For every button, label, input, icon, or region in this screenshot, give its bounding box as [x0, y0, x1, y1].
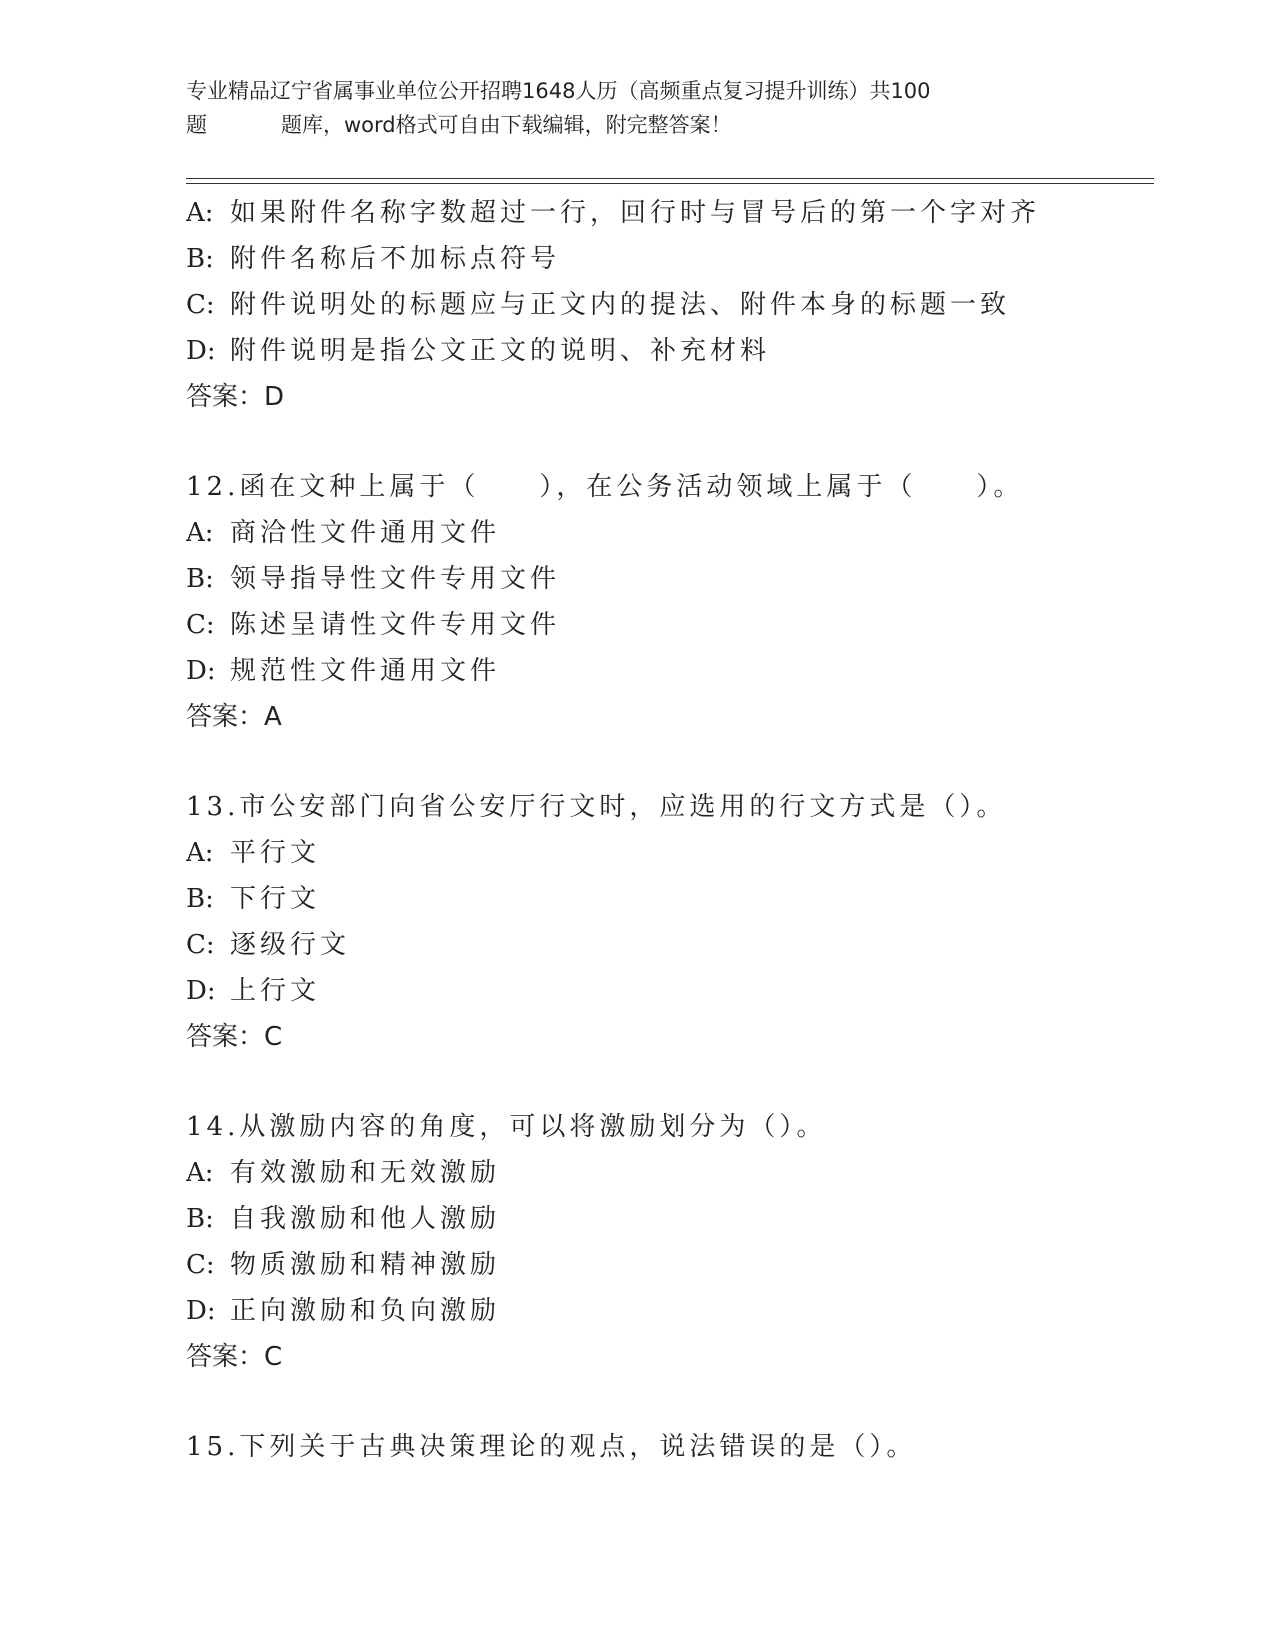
option-text: 逐级行文	[230, 930, 351, 960]
option-text: 下行文	[230, 884, 321, 914]
question-14-block	[186, 1104, 1154, 1380]
header-divider-top	[186, 178, 1154, 179]
option-text: 物质激励和精神激励	[230, 1250, 501, 1280]
option-b	[186, 236, 1154, 282]
option-c	[186, 282, 1154, 328]
option-d	[186, 1288, 1154, 1334]
question-text: 15.下列关于古典决策理论的观点，说法错误的是（）。	[186, 1432, 917, 1462]
option-text: 附件说明处的标题应与正文内的提法、附件本身的标题一致	[230, 290, 1011, 320]
option-label: B:	[186, 1204, 214, 1234]
question-text: 13.市公安部门向省公安厅行文时，应选用的行文方式是（）。	[186, 792, 1007, 822]
option-b	[186, 556, 1154, 602]
question-11-block	[186, 190, 1154, 420]
option-label: D:	[186, 656, 216, 686]
header-line2-part2: 题库，word格式可自由下载编辑，附完整答案！	[281, 113, 732, 137]
option-d	[186, 968, 1154, 1014]
option-label: B:	[186, 564, 214, 594]
option-text: 陈述呈请性文件专用文件	[230, 610, 561, 640]
header-title-line-1: 专业精品辽宁省属事业单位公开招聘1648人历（高频重点复习提升训练）共100	[186, 79, 931, 103]
option-label: C:	[186, 930, 215, 960]
answer-line: 答案：A	[186, 702, 282, 732]
option-b	[186, 876, 1154, 922]
option-a	[186, 510, 1154, 556]
option-text: 正向激励和负向激励	[230, 1296, 501, 1326]
answer-line: 答案：C	[186, 1342, 283, 1372]
option-b	[186, 1196, 1154, 1242]
option-text: 规范性文件通用文件	[230, 656, 501, 686]
document-header	[186, 74, 1066, 142]
option-c	[186, 602, 1154, 648]
answer-line: 答案：D	[186, 382, 285, 412]
option-a	[186, 1150, 1154, 1196]
option-label: C:	[186, 610, 215, 640]
question-list	[186, 190, 1154, 1470]
header-divider-bottom	[186, 183, 1154, 184]
option-label: A:	[186, 198, 214, 228]
question-13-block	[186, 784, 1154, 1060]
option-label: D:	[186, 336, 216, 366]
question-15-block	[186, 1424, 1154, 1470]
option-label: A:	[186, 518, 214, 548]
question-text: 12.函在文种上属于（ ），在公务活动领域上属于（ ）。	[186, 472, 1024, 502]
option-d	[186, 328, 1154, 374]
option-d	[186, 648, 1154, 694]
option-a	[186, 190, 1154, 236]
option-text: 有效激励和无效激励	[230, 1158, 501, 1188]
option-text: 平行文	[230, 838, 321, 868]
option-label: B:	[186, 244, 214, 274]
question-12-block	[186, 464, 1154, 740]
option-c	[186, 922, 1154, 968]
header-title-line-2	[186, 108, 1066, 142]
option-label: C:	[186, 1250, 215, 1280]
option-text: 附件说明是指公文正文的说明、补充材料	[230, 336, 771, 366]
option-label: B:	[186, 884, 214, 914]
option-text: 上行文	[230, 976, 321, 1006]
option-text: 如果附件名称字数超过一行，回行时与冒号后的第一个字对齐	[230, 198, 1041, 228]
option-label: A:	[186, 838, 214, 868]
answer-line: 答案：C	[186, 1022, 283, 1052]
option-c	[186, 1242, 1154, 1288]
option-label: D:	[186, 976, 216, 1006]
option-label: C:	[186, 290, 215, 320]
option-label: A:	[186, 1158, 214, 1188]
option-text: 领导指导性文件专用文件	[230, 564, 561, 594]
option-text: 附件名称后不加标点符号	[230, 244, 561, 274]
option-text: 自我激励和他人激励	[230, 1204, 501, 1234]
option-text: 商洽性文件通用文件	[230, 518, 501, 548]
option-a	[186, 830, 1154, 876]
header-line2-part1: 题	[186, 113, 207, 137]
question-text: 14.从激励内容的角度，可以将激励划分为（）。	[186, 1112, 827, 1142]
option-label: D:	[186, 1296, 216, 1326]
